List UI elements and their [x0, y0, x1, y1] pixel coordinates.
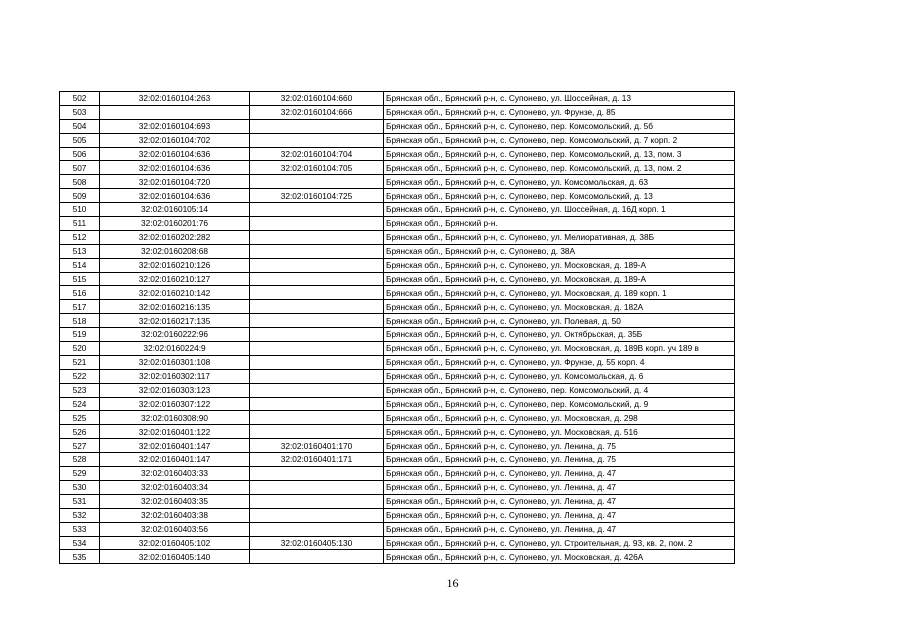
object-cadastral-number-cell: [250, 175, 384, 189]
address-cell: Брянская обл., Брянский р-н, с. Супонево, ул. Комсомольская, д. 6: [384, 369, 735, 383]
cadastral-table-body: [60, 92, 735, 564]
land-cadastral-number-cell: 32:02:0160104:693: [100, 119, 250, 133]
land-cadastral-number-cell: 32:02:0160401:147: [100, 439, 250, 453]
address-cell: Брянская обл., Брянский р-н, с. Супонево, ул. Ленина, д. 47: [384, 508, 735, 522]
address-cell: Брянская обл., Брянский р-н, с. Супонево, ул. Комсомольская, д. 63: [384, 175, 735, 189]
table-row: [60, 536, 735, 550]
table-row: [60, 105, 735, 119]
land-cadastral-number-cell: 32:02:0160403:34: [100, 480, 250, 494]
row-number-cell: 530: [60, 480, 100, 494]
address-cell: Брянская обл., Брянский р-н, с. Супонево, д. 38А: [384, 244, 735, 258]
land-cadastral-number-cell: 32:02:0160104:720: [100, 175, 250, 189]
table-row: [60, 286, 735, 300]
page-number: 16: [446, 576, 459, 590]
land-cadastral-number-cell: 32:02:0160104:636: [100, 147, 250, 161]
land-cadastral-number-cell: 32:02:0160302:117: [100, 369, 250, 383]
address-cell: Брянская обл., Брянский р-н, с. Супонево, ул. Московская, д. 426А: [384, 550, 735, 564]
row-number-cell: 523: [60, 383, 100, 397]
object-cadastral-number-cell: 32:02:0160401:170: [250, 439, 384, 453]
row-number-cell: 506: [60, 147, 100, 161]
address-cell: Брянская обл., Брянский р-н, с. Супонево, ул. Московская, д. 189-А: [384, 258, 735, 272]
table-row: [60, 314, 735, 328]
row-number-cell: 515: [60, 272, 100, 286]
object-cadastral-number-cell: [250, 133, 384, 147]
address-cell: Брянская обл., Брянский р-н, с. Супонево, пер. Комсомольский, д. 13: [384, 189, 735, 203]
land-cadastral-number-cell: 32:02:0160403:33: [100, 467, 250, 481]
cadastral-table: [59, 91, 735, 564]
row-number-cell: 525: [60, 411, 100, 425]
object-cadastral-number-cell: [250, 467, 384, 481]
object-cadastral-number-cell: [250, 217, 384, 231]
land-cadastral-number-cell: 32:02:0160303:123: [100, 383, 250, 397]
table-row: [60, 467, 735, 481]
table-row: [60, 522, 735, 536]
row-number-cell: 528: [60, 453, 100, 467]
address-cell: Брянская обл., Брянский р-н, с. Супонево, пер. Комсомольский, д. 13, пом. 2: [384, 161, 735, 175]
table-row: [60, 119, 735, 133]
row-number-cell: 534: [60, 536, 100, 550]
row-number-cell: 512: [60, 230, 100, 244]
land-cadastral-number-cell: 32:02:0160210:142: [100, 286, 250, 300]
table-row: [60, 258, 735, 272]
row-number-cell: 509: [60, 189, 100, 203]
table-row: [60, 244, 735, 258]
object-cadastral-number-cell: [250, 522, 384, 536]
land-cadastral-number-cell: 32:02:0160104:636: [100, 161, 250, 175]
object-cadastral-number-cell: [250, 425, 384, 439]
object-cadastral-number-cell: [250, 508, 384, 522]
object-cadastral-number-cell: [250, 550, 384, 564]
table-row: [60, 328, 735, 342]
land-cadastral-number-cell: 32:02:0160216:135: [100, 300, 250, 314]
row-number-cell: 527: [60, 439, 100, 453]
row-number-cell: 532: [60, 508, 100, 522]
object-cadastral-number-cell: [250, 272, 384, 286]
land-cadastral-number-cell: [100, 105, 250, 119]
row-number-cell: 507: [60, 161, 100, 175]
land-cadastral-number-cell: 32:02:0160104:636: [100, 189, 250, 203]
land-cadastral-number-cell: 32:02:0160401:122: [100, 425, 250, 439]
address-cell: Брянская обл., Брянский р-н, с. Супонево, ул. Строительная, д. 93, кв. 2, пом. 2: [384, 536, 735, 550]
row-number-cell: 511: [60, 217, 100, 231]
object-cadastral-number-cell: [250, 355, 384, 369]
land-cadastral-number-cell: 32:02:0160217:135: [100, 314, 250, 328]
land-cadastral-number-cell: 32:02:0160105:14: [100, 203, 250, 217]
table-row: [60, 272, 735, 286]
object-cadastral-number-cell: [250, 342, 384, 356]
address-cell: Брянская обл., Брянский р-н, с. Супонево, ул. Ленина, д. 47: [384, 480, 735, 494]
land-cadastral-number-cell: 32:02:0160301:108: [100, 355, 250, 369]
object-cadastral-number-cell: [250, 119, 384, 133]
address-cell: Брянская обл., Брянский р-н, с. Супонево, ул. Фрунзе, д. 55 корп. 4: [384, 355, 735, 369]
table-row: [60, 383, 735, 397]
address-cell: Брянская обл., Брянский р-н, с. Супонево, ул. Московская, д. 298: [384, 411, 735, 425]
table-row: [60, 453, 735, 467]
row-number-cell: 518: [60, 314, 100, 328]
object-cadastral-number-cell: [250, 244, 384, 258]
row-number-cell: 503: [60, 105, 100, 119]
table-row: [60, 92, 735, 106]
row-number-cell: 529: [60, 467, 100, 481]
land-cadastral-number-cell: 32:02:0160405:102: [100, 536, 250, 550]
address-cell: Брянская обл., Брянский р-н, с. Супонево, ул. Ленина, д. 47: [384, 494, 735, 508]
object-cadastral-number-cell: [250, 258, 384, 272]
address-cell: Брянская обл., Брянский р-н, с. Супонево, пер. Комсомольский, д. 7 корп. 2: [384, 133, 735, 147]
row-number-cell: 516: [60, 286, 100, 300]
object-cadastral-number-cell: [250, 494, 384, 508]
row-number-cell: 524: [60, 397, 100, 411]
object-cadastral-number-cell: 32:02:0160401:171: [250, 453, 384, 467]
object-cadastral-number-cell: [250, 369, 384, 383]
land-cadastral-number-cell: 32:02:0160202:282: [100, 230, 250, 244]
object-cadastral-number-cell: [250, 300, 384, 314]
table-row: [60, 439, 735, 453]
address-cell: Брянская обл., Брянский р-н, с. Супонево, ул. Шоссейная, д. 13: [384, 92, 735, 106]
address-cell: Брянская обл., Брянский р-н, с. Супонево, ул. Фрунзе, д. 85: [384, 105, 735, 119]
table-row: [60, 550, 735, 564]
table-row: [60, 133, 735, 147]
table-row: [60, 203, 735, 217]
row-number-cell: 514: [60, 258, 100, 272]
row-number-cell: 513: [60, 244, 100, 258]
address-cell: Брянская обл., Брянский р-н, с. Супонево, пер. Комсомольский, д. 5б: [384, 119, 735, 133]
object-cadastral-number-cell: 32:02:0160104:705: [250, 161, 384, 175]
address-cell: Брянская обл., Брянский р-н, с. Супонево, ул. Мелиоративная, д. 38Б: [384, 230, 735, 244]
row-number-cell: 521: [60, 355, 100, 369]
land-cadastral-number-cell: 32:02:0160104:263: [100, 92, 250, 106]
row-number-cell: 517: [60, 300, 100, 314]
land-cadastral-number-cell: 32:02:0160222:96: [100, 328, 250, 342]
address-cell: Брянская обл., Брянский р-н, с. Супонево, ул. Московская, д. 189В корп. уч 189 в: [384, 342, 735, 356]
object-cadastral-number-cell: 32:02:0160104:704: [250, 147, 384, 161]
address-cell: Брянская обл., Брянский р-н, с. Супонево, пер. Комсомольский, д. 4: [384, 383, 735, 397]
land-cadastral-number-cell: 32:02:0160201:76: [100, 217, 250, 231]
object-cadastral-number-cell: [250, 480, 384, 494]
row-number-cell: 510: [60, 203, 100, 217]
row-number-cell: 535: [60, 550, 100, 564]
land-cadastral-number-cell: 32:02:0160210:127: [100, 272, 250, 286]
address-cell: Брянская обл., Брянский р-н, с. Супонево, ул. Ленина, д. 75: [384, 453, 735, 467]
table-row: [60, 147, 735, 161]
address-cell: Брянская обл., Брянский р-н.: [384, 217, 735, 231]
table-row: [60, 355, 735, 369]
object-cadastral-number-cell: [250, 230, 384, 244]
row-number-cell: 502: [60, 92, 100, 106]
land-cadastral-number-cell: 32:02:0160401:147: [100, 453, 250, 467]
address-cell: Брянская обл., Брянский р-н, с. Супонево, ул. Ленина, д. 47: [384, 522, 735, 536]
row-number-cell: 522: [60, 369, 100, 383]
object-cadastral-number-cell: [250, 397, 384, 411]
address-cell: Брянская обл., Брянский р-н, с. Супонево, ул. Московская, д. 182А: [384, 300, 735, 314]
row-number-cell: 533: [60, 522, 100, 536]
row-number-cell: 520: [60, 342, 100, 356]
object-cadastral-number-cell: [250, 286, 384, 300]
table-row: [60, 161, 735, 175]
address-cell: Брянская обл., Брянский р-н, с. Супонево, ул. Московская, д. 516: [384, 425, 735, 439]
land-cadastral-number-cell: 32:02:0160210:126: [100, 258, 250, 272]
table-row: [60, 425, 735, 439]
table-row: [60, 230, 735, 244]
object-cadastral-number-cell: 32:02:0160104:660: [250, 92, 384, 106]
land-cadastral-number-cell: 32:02:0160307:122: [100, 397, 250, 411]
table-row: [60, 189, 735, 203]
table-row: [60, 508, 735, 522]
address-cell: Брянская обл., Брянский р-н, с. Супонево, пер. Комсомольский, д. 13, пом. 3: [384, 147, 735, 161]
address-cell: Брянская обл., Брянский р-н, с. Супонево, ул. Московская, д. 189-А: [384, 272, 735, 286]
table-row: [60, 217, 735, 231]
object-cadastral-number-cell: 32:02:0160104:725: [250, 189, 384, 203]
row-number-cell: 519: [60, 328, 100, 342]
object-cadastral-number-cell: [250, 328, 384, 342]
table-row: [60, 480, 735, 494]
address-cell: Брянская обл., Брянский р-н, с. Супонево, ул. Московская, д. 189 корп. 1: [384, 286, 735, 300]
address-cell: Брянская обл., Брянский р-н, с. Супонево, ул. Октябрьская, д. 35Б: [384, 328, 735, 342]
table-row: [60, 411, 735, 425]
object-cadastral-number-cell: 32:02:0160405:130: [250, 536, 384, 550]
land-cadastral-number-cell: 32:02:0160224:9: [100, 342, 250, 356]
row-number-cell: 504: [60, 119, 100, 133]
table-row: [60, 494, 735, 508]
object-cadastral-number-cell: [250, 314, 384, 328]
table-row: [60, 369, 735, 383]
row-number-cell: 531: [60, 494, 100, 508]
address-cell: Брянская обл., Брянский р-н, с. Супонево, ул. Шоссейная, д. 16Д корп. 1: [384, 203, 735, 217]
object-cadastral-number-cell: [250, 203, 384, 217]
row-number-cell: 508: [60, 175, 100, 189]
land-cadastral-number-cell: 32:02:0160308:90: [100, 411, 250, 425]
table-row: [60, 342, 735, 356]
land-cadastral-number-cell: 32:02:0160405:140: [100, 550, 250, 564]
land-cadastral-number-cell: 32:02:0160403:56: [100, 522, 250, 536]
address-cell: Брянская обл., Брянский р-н, с. Супонево, ул. Полевая, д. 50: [384, 314, 735, 328]
land-cadastral-number-cell: 32:02:0160403:38: [100, 508, 250, 522]
land-cadastral-number-cell: 32:02:0160104:702: [100, 133, 250, 147]
land-cadastral-number-cell: 32:02:0160208:68: [100, 244, 250, 258]
table-row: [60, 300, 735, 314]
row-number-cell: 526: [60, 425, 100, 439]
object-cadastral-number-cell: [250, 383, 384, 397]
address-cell: Брянская обл., Брянский р-н, с. Супонево, ул. Ленина, д. 47: [384, 467, 735, 481]
table-row: [60, 397, 735, 411]
address-cell: Брянская обл., Брянский р-н, с. Супонево, пер. Комсомольский, д. 9: [384, 397, 735, 411]
land-cadastral-number-cell: 32:02:0160403:35: [100, 494, 250, 508]
row-number-cell: 505: [60, 133, 100, 147]
object-cadastral-number-cell: 32:02:0160104:666: [250, 105, 384, 119]
address-cell: Брянская обл., Брянский р-н, с. Супонево, ул. Ленина, д. 75: [384, 439, 735, 453]
object-cadastral-number-cell: [250, 411, 384, 425]
table-row: [60, 175, 735, 189]
